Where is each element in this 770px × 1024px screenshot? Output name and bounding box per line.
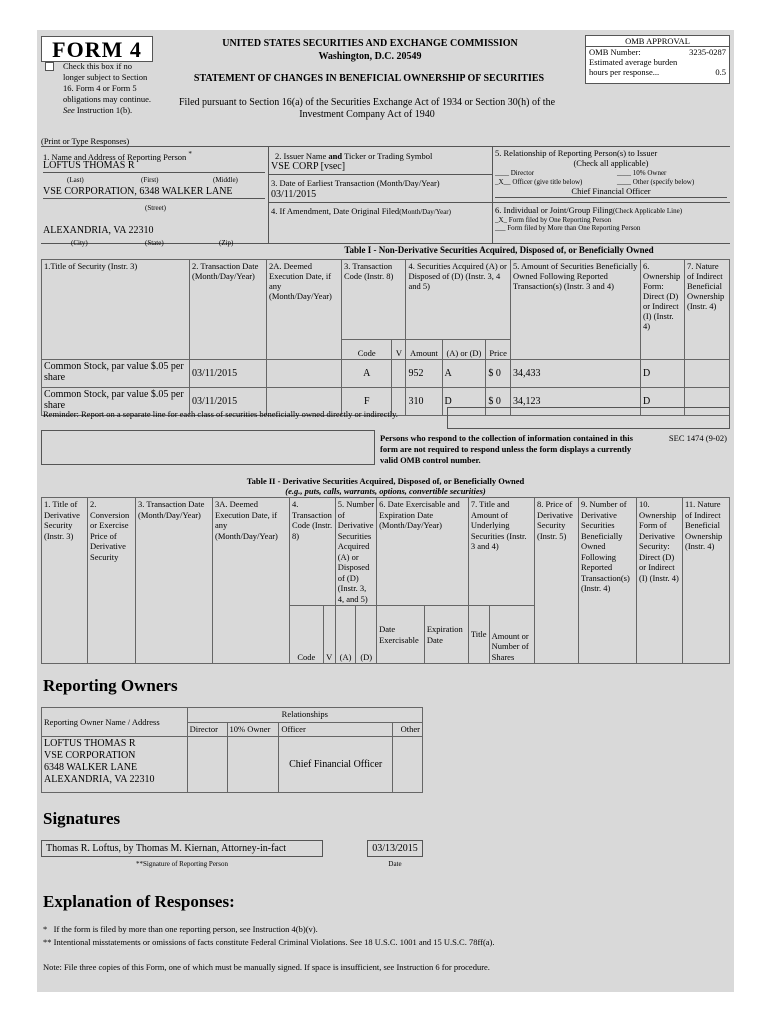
no-longer-subject-checkbox[interactable] (45, 62, 54, 71)
t2-c9-header: 9. Number of Derivative Securities Beneficially Owned Following Reported Transaction(s) (Instr. 4) (579, 498, 637, 664)
box4-sub: (Month/Day/Year) (399, 208, 451, 216)
owners-col-10owner: 10% Owner (227, 723, 279, 737)
omb-number-row (586, 47, 729, 57)
t1-r0-v (392, 360, 406, 388)
filed-pursuant-line1: Filed pursuant to Section 16(a) of the Securities Exchange Act of 1934 or Section 30(h) of the (178, 97, 556, 108)
reporting-owners-table (41, 707, 423, 793)
last-label: (Last) (67, 176, 84, 184)
t1-r1-code: F (342, 388, 392, 416)
owners-col-officer: Officer (279, 723, 393, 737)
sec-number: SEC 1474 (9-02) (668, 433, 727, 443)
t2-c1-header: 1. Title of Derivative Security (Instr. 3) (42, 498, 88, 664)
t2-sub-exp: Expiration Date (424, 606, 468, 664)
signature-date-box: 03/13/2015 (367, 840, 423, 857)
t2-sub-code: Code (290, 606, 324, 664)
t1-r1-owned: 34,123 (511, 388, 641, 416)
box2-label-a: 2. Issuer Name (275, 151, 327, 161)
box1-label-text: 1. Name and Address of Reporting Person (43, 151, 187, 162)
form-page (37, 30, 734, 992)
table2-title: Table II - Derivative Securities Acquired, Disposed of, or Beneficially Owned (246, 476, 525, 486)
owners-10owner-cell (227, 737, 279, 793)
statement-title: STATEMENT OF CHANGES IN BENEFICIAL OWNERSHIP OF SECURITIES (193, 73, 545, 84)
owners-col-other: Other (393, 723, 423, 737)
zip-label: (Zip) (219, 239, 234, 247)
reminder-text: Reminder: Report on a separate line for each class of securities beneficially owned directly or indirectly. (43, 409, 398, 419)
omb-title: OMB APPROVAL (586, 36, 729, 47)
filed-pursuant-line2: Investment Company Act of 1940 (299, 109, 435, 120)
table2-subtitle: (e.g., puts, calls, warrants, options, convertible securities) (285, 486, 486, 496)
checkbox-see: See (63, 105, 75, 115)
box6-label (495, 205, 682, 215)
box2-label (275, 151, 432, 161)
t1-sub-v: V (392, 340, 406, 360)
table1 (41, 259, 730, 416)
note2-text: Intentional misstatements or omissions of facts constitute Federal Criminal Violations. See 18 U.S.C. 1001 and 15 U.S.C. 78ff(a). (53, 937, 495, 947)
omb-number: 3235-0287 (689, 47, 726, 57)
first-label: (First) (141, 176, 159, 184)
box2-label-and: and (328, 151, 343, 161)
table1-title: Table I - Non-Derivative Securities Acquired, Disposed of, or Beneficially Owned (344, 245, 654, 255)
explanation-heading: Explanation of Responses: (43, 892, 235, 911)
box4-label (271, 206, 451, 216)
t2-c3-header: 3. Transaction Date (Month/Day/Year) (136, 498, 213, 664)
checkbox-label: Check this box if no longer subject to Section 16. Form 4 or Form 5 obligations may continue. (63, 61, 152, 104)
t1-col3-header: 3. Transaction Code (Instr. 8) (342, 260, 406, 340)
t1-col2-header: 2. Transaction Date (Month/Day/Year) (190, 260, 267, 360)
owners-name-cell (42, 737, 188, 793)
t1-r1-price: $ 0 (486, 388, 511, 416)
box5-sub: (Check all applicable) (573, 158, 649, 168)
t2-sub-title: Title (468, 606, 489, 664)
commission-city: Washington, D.C. 20549 (318, 51, 422, 62)
earliest-date: 03/11/2015 (271, 189, 317, 200)
t1-r1-form: D (641, 388, 685, 416)
reporting-address: VSE CORPORATION, 6348 WALKER LANE (43, 186, 233, 197)
t2-sub-v: V (323, 606, 335, 664)
owners-other-cell (393, 737, 423, 793)
t1-col6-header: 6. Ownership Form: Direct (D) or Indirect (I) (Instr. 4) (641, 260, 685, 360)
reminder-left-box (41, 430, 375, 465)
t1-r0-date: 03/11/2015 (190, 360, 267, 388)
box3-label: 3. Date of Earliest Transaction (Month/Day/Year) (271, 178, 440, 188)
t2-c8-header: 8. Price of Derivative Security (Instr. 5) (535, 498, 579, 664)
signatures-heading: Signatures (43, 809, 121, 828)
owner-name-line: VSE CORPORATION (44, 750, 136, 761)
t1-r0-title: Common Stock, par value $.05 per share (42, 360, 190, 388)
t2-c4-header: 4. Transaction Code (Instr. 8) (290, 498, 336, 606)
owner10-label: 10% Owner (632, 169, 667, 177)
form-title-box (41, 36, 153, 62)
signature-label: **Signature of Reporting Person (136, 860, 228, 868)
form-title: FORM 4 (52, 37, 142, 62)
t1-r1-aord: D (442, 388, 486, 416)
box6-option-one: _X_ Form filed by One Reporting Person (495, 216, 612, 224)
other-label: Other (specify below) (632, 178, 695, 186)
middle-label: (Middle) (213, 176, 238, 184)
t2-c7-header: 7. Title and Amount of Underlying Securities (Instr. 3 and 4) (468, 498, 534, 606)
explanation-note1 (43, 924, 318, 934)
checkbox-instr: Instruction 1(b). (76, 105, 133, 115)
issuer-name: VSE CORP [vsec] (271, 161, 346, 172)
t1-col7-header: 7. Nature of Indirect Beneficial Ownership (Instr. 4) (685, 260, 730, 360)
city-label: (City) (71, 239, 88, 247)
t1-sub-price: Price (486, 340, 511, 360)
box5-label: 5. Relationship of Reporting Person(s) to Issuer (495, 148, 658, 158)
t2-sub-a: (A) (335, 606, 356, 664)
note2-mark: ** (43, 937, 52, 947)
box1-star: * (188, 150, 192, 158)
t1-r0-nature (685, 360, 730, 388)
note1-mark: * (43, 924, 48, 934)
box4-label-text: 4. If Amendment, Date Original Filed (271, 206, 400, 216)
t1-sub-aord: (A) or (D) (442, 340, 486, 360)
reporting-owners-heading: Reporting Owners (43, 676, 178, 695)
officer-title: Chief Financial Officer (571, 186, 651, 196)
relationship-10owner: ____ 10% Owner (617, 169, 667, 177)
omb-number-label: OMB Number: (589, 47, 641, 57)
explanation-note2 (43, 937, 495, 947)
t2-c6-header: 6. Date Exercisable and Expiration Date (Month/Day/Year) (377, 498, 469, 606)
street-label: (Street) (145, 204, 166, 212)
owners-officer-cell: Chief Financial Officer (279, 737, 393, 793)
t1-r0-price: $ 0 (486, 360, 511, 388)
t1-sub-amount: Amount (406, 340, 442, 360)
note1-text: If the form is filed by more than one reporting person, see Instruction 4(b)(v). (53, 924, 318, 934)
t1-col4-header: 4. Securities Acquired (A) or Disposed of (D) (Instr. 3, 4 and 5) (406, 260, 511, 340)
box6-sub: (Check Applicable Line) (612, 207, 683, 215)
t1-col5-header: 5. Amount of Securities Beneficially Owned Following Reported Transaction(s) (Instr. 3 and 4) (511, 260, 641, 360)
relationship-officer (495, 178, 582, 186)
table-row (42, 737, 423, 793)
t1-r1-title: Common Stock, par value $.05 per share (42, 388, 190, 416)
t1-r0-deemed (267, 360, 342, 388)
t1-r0-code: A (342, 360, 392, 388)
omb-approval-box (585, 35, 730, 84)
t1-col2a-header: 2A. Deemed Execution Date, if any (Month/Day/Year) (267, 260, 342, 360)
t2-c3a-header: 3A. Deemed Execution Date, if any (Month/Day/Year) (213, 498, 290, 664)
box6-option-two: ___ Form filed by More than One Reporting Person (495, 224, 641, 232)
t1-r1-amount: 310 (406, 388, 442, 416)
officer-label: Officer (give title below) (512, 178, 583, 186)
reporting-name: LOFTUS THOMAS R (43, 160, 135, 171)
state-label: (State) (145, 239, 164, 247)
reporting-city-state: ALEXANDRIA, VA 22310 (43, 225, 154, 236)
t1-r0-aord: A (442, 360, 486, 388)
owners-col-director: Director (187, 723, 227, 737)
owners-col-relationships: Relationships (187, 708, 422, 723)
t2-sub-d: (D) (356, 606, 377, 664)
t1-col1-header: 1.Title of Security (Instr. 3) (42, 260, 190, 360)
checkbox-text (63, 61, 153, 116)
table-row (42, 360, 730, 388)
box6-label-text: 6. Individual or Joint/Group Filing (495, 205, 613, 215)
date-label: Date (388, 860, 402, 868)
relationship-other: ____ Other (specify below) (617, 178, 695, 186)
persons-notice: Persons who respond to the collection of information contained in this form are not required to respond unless the form displays a currently valid OMB control number. (380, 433, 633, 465)
director-label: Director (510, 169, 535, 177)
t1-r0-owned: 34,433 (511, 360, 641, 388)
signer-box: Thomas R. Loftus, by Thomas M. Kiernan, Attorney-in-fact (41, 840, 323, 857)
table2 (41, 497, 730, 664)
owners-col-name: Reporting Owner Name / Address (42, 708, 188, 737)
t1-sub-code: Code (342, 340, 392, 360)
t1-r0-form: D (641, 360, 685, 388)
t2-c11-header: 11. Nature of Indirect Beneficial Ownership (Instr. 4) (683, 498, 730, 664)
t2-sub-date-ex: Date Exercisable (377, 606, 425, 664)
print-type-note: (Print or Type Responses) (41, 136, 130, 146)
t1-r0-amount: 952 (406, 360, 442, 388)
t2-c10-header: 10. Ownership Form of Derivative Security: Direct (D) or Indirect (I) (Instr. 4) (637, 498, 683, 664)
omb-burden-label: Estimated average burden (589, 57, 678, 67)
omb-hours: 0.5 (715, 67, 726, 77)
t2-c2-header: 2. Conversion or Exercise Price of Derivative Security (88, 498, 136, 664)
owner-name-line: 6348 WALKER LANE (44, 762, 138, 773)
relationship-director: ____ Director (495, 169, 535, 177)
omb-hours-label: hours per response... (589, 67, 660, 77)
owner-name-line: ALEXANDRIA, VA 22310 (44, 774, 155, 785)
officer-mark: _X__ (495, 178, 511, 186)
t1-r1-date: 03/11/2015 (190, 388, 267, 416)
reminder-box (447, 407, 730, 429)
commission-title: UNITED STATES SECURITIES AND EXCHANGE COMMISSION (222, 38, 518, 49)
omb-hours-row (586, 67, 729, 77)
t2-sub-amount: Amount or Number of Shares (489, 606, 534, 664)
explanation-note3: Note: File three copies of this Form, one of which must be manually signed. If space is insufficient, see Instruction 6 for procedure. (43, 962, 490, 972)
owners-director-cell (187, 737, 227, 793)
t2-c5-header: 5. Number of Derivative Securities Acquired (A) or Disposed of (D) (Instr. 3, 4, and 5) (335, 498, 376, 606)
box2-label-b: Ticker or Trading Symbol (344, 151, 433, 161)
owner-name-line: LOFTUS THOMAS R (44, 738, 136, 749)
